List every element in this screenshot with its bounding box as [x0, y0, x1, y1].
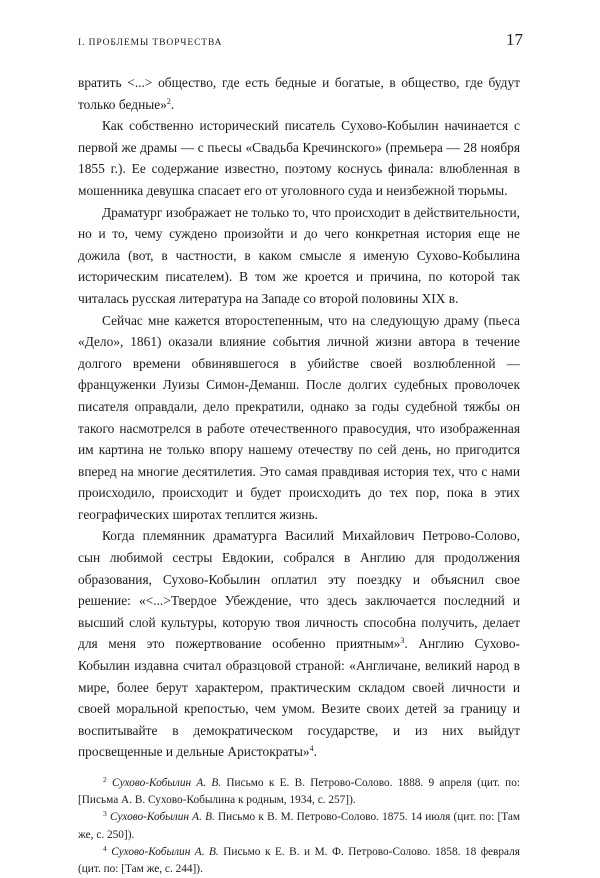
paragraph-1: вратить <...> общество, где есть бедные и богатые, в общество, где будут только бедные»$^2$.: [78, 75, 520, 112]
footnote-3: $^3$ Сухово-Кобылин А. В. Письмо к В. М. Петрово-Солово. 1875. 14 июля (цит. по: [Там же, с. 250]).: [78, 809, 520, 841]
paragraph-3: Драматург изображает не только то, что происходит в действительности, но и то, чему суждено произойти и до чего конкретная история еще не дожила (вот, в частности, в каком смысле я именую Сухово-Кобылина историческим писателем). В том же кроется и причина, по которой так читалась русская литература на Западе со второй половины XIX в.: [78, 204, 520, 306]
footnote-4: $^4$ Сухово-Кобылин А. В. Письмо к Е. В. и М. Ф. Петрово-Солово. 1858. 18 февраля (цит. по: [Там же, с. 244]).: [78, 843, 520, 876]
running-header: [78, 26, 523, 54]
footnote-ref-4: 4: [309, 744, 314, 754]
footnotes: [78, 775, 520, 878]
running-title: I. ПРОБЛЕМЫ ТВОРЧЕСТВА: [78, 38, 223, 48]
footnote-ref-2: 2: [166, 96, 171, 106]
page-number: 17: [506, 30, 523, 49]
paragraph-5: Когда племянник драматурга Василий Михайлович Петрово-Солово, сын любимой сестры Евдокии, собрался в Англию для продолжения образования, Сухово-Кобылин оплатил эту поездку и объяснил свое решение: «<...>Твердое Убеждение, что здесь заключается последний и высший слой культуры, которую твоя личность способна получить, делает для меня это пожертвование особенно приятным»$^3$. Англию Сухово-Кобылин издавна считал образцовой страной: «Англичане, великий народ в мире, более берут характером, практическим складом своей личности и своей моральной крепостью, чем умом. Везите своих детей за границу и воспитывайте в демократическом государстве, и из них выйдут просвещенные и дельные Аристократы»$^4$.: [78, 528, 521, 760]
footnote-2: $^2$ Сухово-Кобылин А. В. Письмо к Е. В. Петрово-Солово. 1888. 9 апреля (цит. по: [Письма А. В. Сухово-Кобылина к родным, 1934, с. 257]).: [78, 775, 520, 807]
footnote-ref-3: 3: [400, 636, 405, 646]
paragraph-4: Сейчас мне кажется второстепенным, что на следующую драму (пьеса «Дело», 1861) оказали влияние события личной жизни автора в течение долгого времени обвинявшегося в убийстве своей возлюбленной — француженки Луизы Симон-Деманш. После долгих судебных проволочек писателя оправдали, дело прекратили, однако за годы судебной тяжбы он такого насмотрелся в работе отечественного правосудия, что изображенная им картина не только впору нашему отечеству по сей день, но пригодится вперед на многие десятилетия. Это самая правдивая история тех, что с нами происходило, происходит и будет происходить до тех пор, пока в этих географических широтах теплится жизнь.: [78, 312, 520, 522]
paragraph-2: Как собственно исторический писатель Сухово-Кобылин начинается с первой же драмы — с пьесы «Свадьба Кречинского» (премьера — 28 ноября 1855 г.). Ее содержание известно, поэтому коснусь финала: влюбленная в мошенника девушка спасает его от уголовного суда и неизбежной тюрьмы.: [78, 118, 520, 198]
body-text: [78, 72, 520, 763]
